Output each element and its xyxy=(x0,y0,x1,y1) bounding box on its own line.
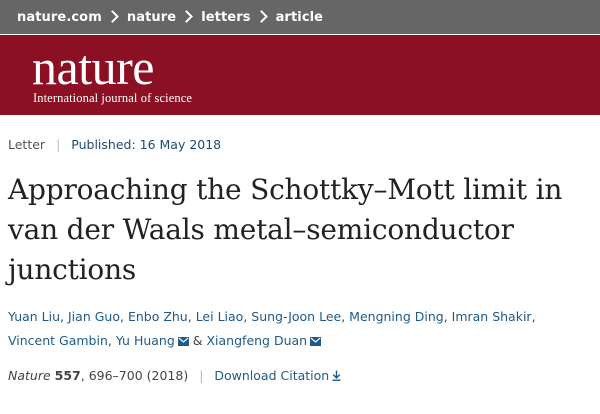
breadcrumb-nature-com[interactable]: nature.com xyxy=(17,9,102,25)
chevron-right-icon xyxy=(180,10,193,23)
envelope-icon[interactable] xyxy=(175,333,189,348)
author-separator: , xyxy=(187,309,196,324)
author-separator: , xyxy=(107,333,116,348)
article-type: Letter xyxy=(8,137,46,152)
article-meta xyxy=(8,137,221,152)
author-link[interactable]: Xiangfeng Duan xyxy=(206,333,308,348)
author-list xyxy=(8,305,583,353)
breadcrumb xyxy=(0,0,600,34)
author-separator: , xyxy=(119,309,128,324)
author-link[interactable]: Vincent Gambin xyxy=(8,333,108,348)
author-separator: , xyxy=(243,309,252,324)
author-separator-last: & xyxy=(188,333,207,348)
author-link[interactable]: Jian Guo xyxy=(68,309,120,324)
download-arrow-icon xyxy=(332,370,341,381)
citation-divider: | xyxy=(199,368,204,383)
citation xyxy=(8,368,341,383)
download-citation-link[interactable] xyxy=(214,368,341,383)
nature-logo[interactable]: nature xyxy=(32,39,154,95)
published-date: Published: 16 May 2018 xyxy=(71,137,222,152)
chevron-right-icon xyxy=(255,10,268,23)
author-link[interactable]: Yu Huang xyxy=(115,333,175,348)
breadcrumb-letters[interactable]: letters xyxy=(201,9,251,25)
chevron-right-icon xyxy=(106,10,119,23)
author-link[interactable]: Imran Shakir xyxy=(451,309,532,324)
breadcrumb-article: article xyxy=(275,9,324,25)
journal-name: Nature xyxy=(8,368,51,383)
masthead-tagline: International journal of science xyxy=(33,91,193,105)
breadcrumb-nature[interactable]: nature xyxy=(126,9,177,25)
author-separator: , xyxy=(531,309,536,324)
envelope-icon[interactable] xyxy=(307,333,321,348)
author-link[interactable]: Yuan Liu xyxy=(8,309,61,324)
author-link[interactable]: Lei Liao xyxy=(195,309,244,324)
article-title: Approaching the Schottky–Mott limit in van der Waals metal–semiconductor junctions xyxy=(8,173,563,286)
author-link[interactable]: Mengning Ding xyxy=(349,309,444,324)
author-separator: , xyxy=(341,309,350,324)
author-link[interactable]: Enbo Zhu xyxy=(127,309,188,324)
journal-volume: 557 xyxy=(54,368,81,383)
author-link[interactable]: Sung-Joon Lee xyxy=(251,309,342,324)
journal-pages: , 696–700 (2018) xyxy=(80,368,189,383)
download-citation-label: Download Citation xyxy=(214,368,330,383)
meta-divider: | xyxy=(56,137,61,152)
masthead xyxy=(0,35,600,115)
author-separator: , xyxy=(443,309,452,324)
author-separator: , xyxy=(60,309,68,324)
